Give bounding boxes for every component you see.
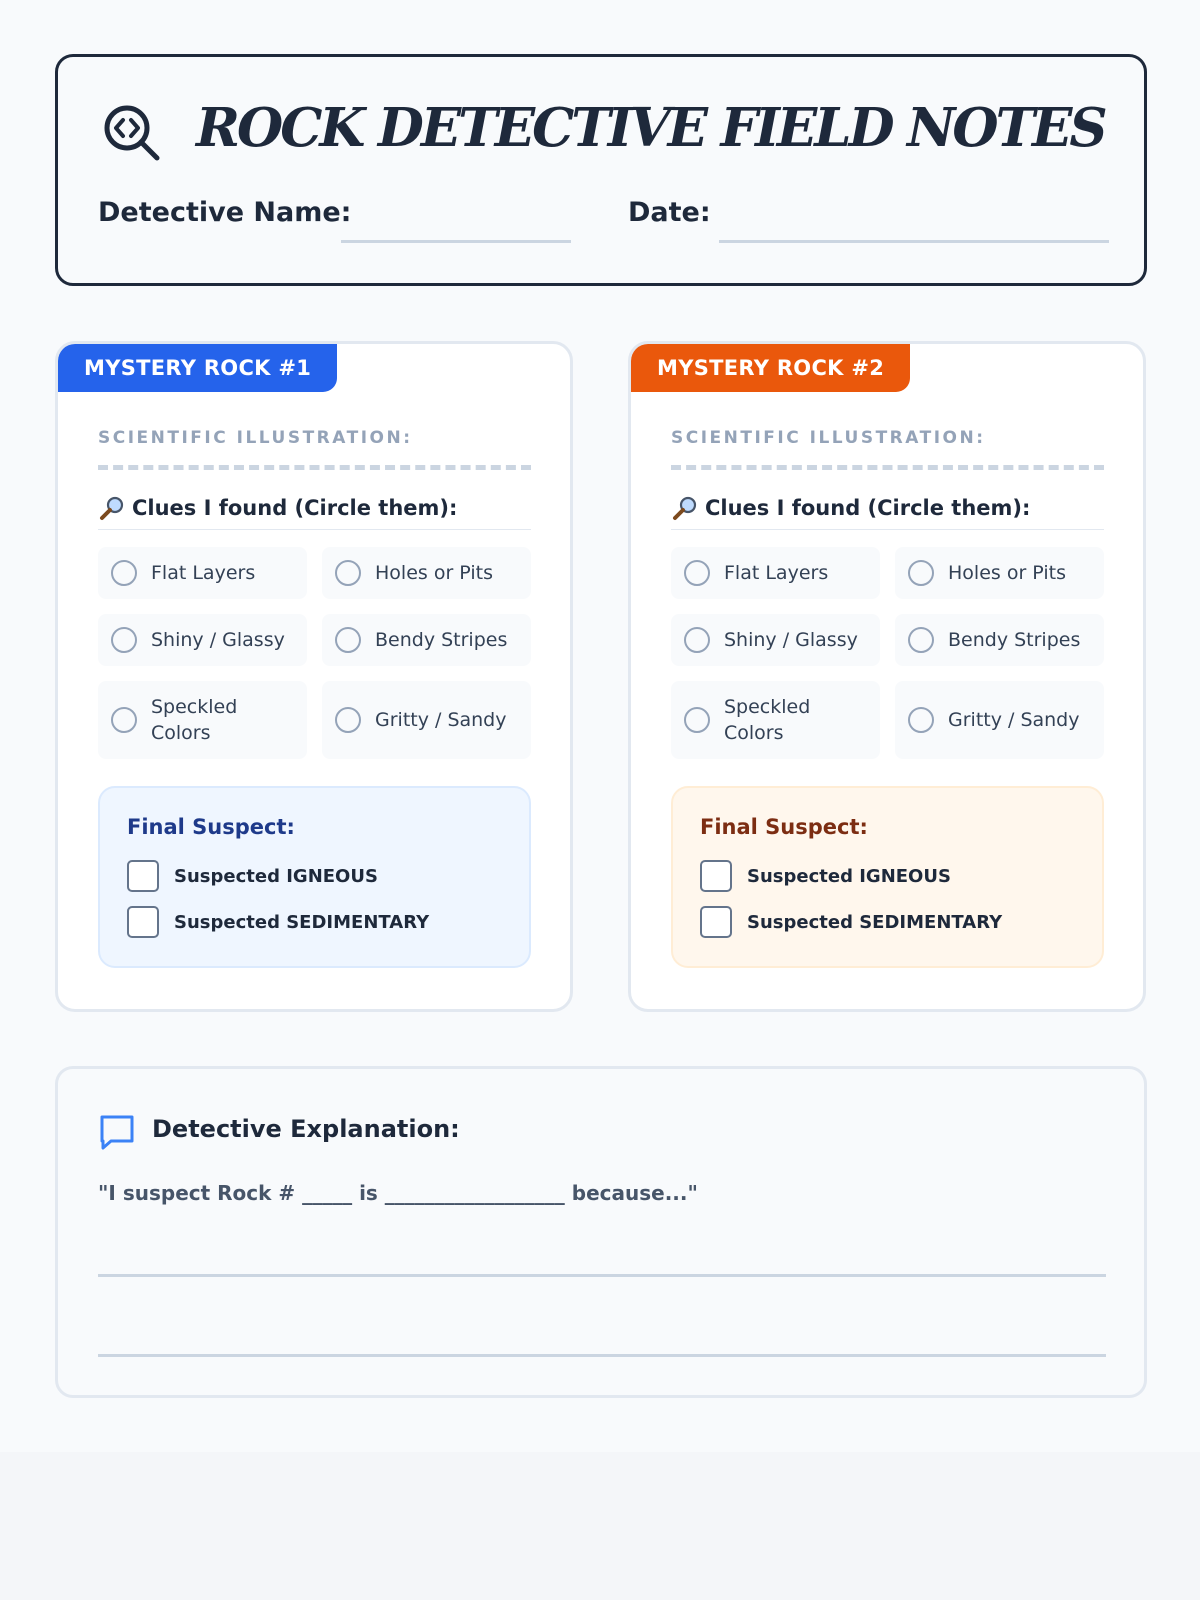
mystery-rock-1-card (55, 341, 573, 1012)
illustration-line (671, 465, 1104, 470)
detective-name-field[interactable] (341, 240, 571, 243)
clue-label: Flat Layers (724, 562, 829, 584)
mystery-rock-2-card (628, 341, 1146, 1012)
suspect-label: Suspected SEDIMENTARY (747, 911, 1003, 933)
circle-radio-icon[interactable] (908, 627, 934, 653)
clue-label: Shiny / Glassy (151, 629, 285, 651)
clue-option[interactable] (322, 614, 531, 666)
circle-radio-icon[interactable] (684, 560, 710, 586)
circle-radio-icon[interactable] (684, 627, 710, 653)
magnifying-glass-icon (671, 494, 699, 522)
rock-tab-label: MYSTERY ROCK #2 (631, 344, 910, 392)
clue-label: Speckled Colors (151, 696, 238, 744)
clue-label: Gritty / Sandy (375, 709, 507, 731)
clues-heading-text: Clues I found (Circle them): (132, 496, 458, 520)
checkbox[interactable] (700, 860, 732, 892)
date-label: Date: (628, 197, 711, 228)
suspect-sedimentary-option[interactable] (700, 906, 1002, 938)
clue-label: Gritty / Sandy (948, 709, 1080, 731)
explanation-prompt: "I suspect Rock # _____ is __________________ because..." (98, 1181, 698, 1205)
suspect-igneous-option[interactable] (700, 860, 951, 892)
circle-radio-icon[interactable] (111, 707, 137, 733)
suspect-igneous-option[interactable] (127, 860, 378, 892)
circle-radio-icon[interactable] (335, 707, 361, 733)
clue-label: Bendy Stripes (948, 629, 1081, 651)
circle-radio-icon[interactable] (908, 560, 934, 586)
clue-option[interactable] (98, 614, 307, 666)
writing-line[interactable] (98, 1274, 1106, 1277)
chat-bubble-icon (98, 1113, 136, 1151)
circle-radio-icon[interactable] (684, 707, 710, 733)
clue-label: Shiny / Glassy (724, 629, 858, 651)
final-suspect-title: Final Suspect: (700, 815, 868, 839)
final-suspect-box (98, 786, 531, 968)
page-title: ROCK DETECTIVE FIELD NOTES (196, 97, 1105, 159)
clues-heading (98, 496, 531, 530)
illustration-label: SCIENTIFIC ILLUSTRATION: (671, 428, 986, 448)
clues-heading-text: Clues I found (Circle them): (705, 496, 1031, 520)
detective-explanation-card (55, 1066, 1147, 1398)
clue-option[interactable] (895, 681, 1104, 759)
clue-option[interactable] (322, 547, 531, 599)
clue-label: Holes or Pits (375, 562, 493, 584)
date-field[interactable] (719, 240, 1109, 243)
clues-heading (671, 496, 1104, 530)
clue-option[interactable] (98, 547, 307, 599)
clue-grid (671, 547, 1104, 759)
checkbox[interactable] (127, 860, 159, 892)
suspect-sedimentary-option[interactable] (127, 906, 429, 938)
final-suspect-title: Final Suspect: (127, 815, 295, 839)
magnifier-code-icon (102, 103, 162, 163)
checkbox[interactable] (127, 906, 159, 938)
checkbox[interactable] (700, 906, 732, 938)
clue-label: Bendy Stripes (375, 629, 508, 651)
clue-option[interactable] (895, 547, 1104, 599)
writing-line[interactable] (98, 1354, 1106, 1357)
page-footer-area (0, 1452, 1200, 1600)
clue-label: Speckled Colors (724, 696, 811, 744)
explanation-title: Detective Explanation: (152, 1115, 460, 1143)
circle-radio-icon[interactable] (335, 627, 361, 653)
clue-option[interactable] (671, 614, 880, 666)
clue-option[interactable] (671, 681, 880, 759)
suspect-label: Suspected SEDIMENTARY (174, 911, 430, 933)
clue-label: Holes or Pits (948, 562, 1066, 584)
clue-label: Flat Layers (151, 562, 256, 584)
final-suspect-box (671, 786, 1104, 968)
circle-radio-icon[interactable] (335, 560, 361, 586)
clue-grid (98, 547, 531, 759)
clue-option[interactable] (671, 547, 880, 599)
magnifying-glass-icon (98, 494, 126, 522)
circle-radio-icon[interactable] (111, 560, 137, 586)
suspect-label: Suspected IGNEOUS (174, 865, 378, 887)
illustration-label: SCIENTIFIC ILLUSTRATION: (98, 428, 413, 448)
suspect-label: Suspected IGNEOUS (747, 865, 951, 887)
illustration-line (98, 465, 531, 470)
clue-option[interactable] (322, 681, 531, 759)
header-card (55, 54, 1147, 286)
detective-name-label: Detective Name: (98, 197, 352, 228)
circle-radio-icon[interactable] (908, 707, 934, 733)
clue-option[interactable] (98, 681, 307, 759)
circle-radio-icon[interactable] (111, 627, 137, 653)
rock-tab-label: MYSTERY ROCK #1 (58, 344, 337, 392)
clue-option[interactable] (895, 614, 1104, 666)
